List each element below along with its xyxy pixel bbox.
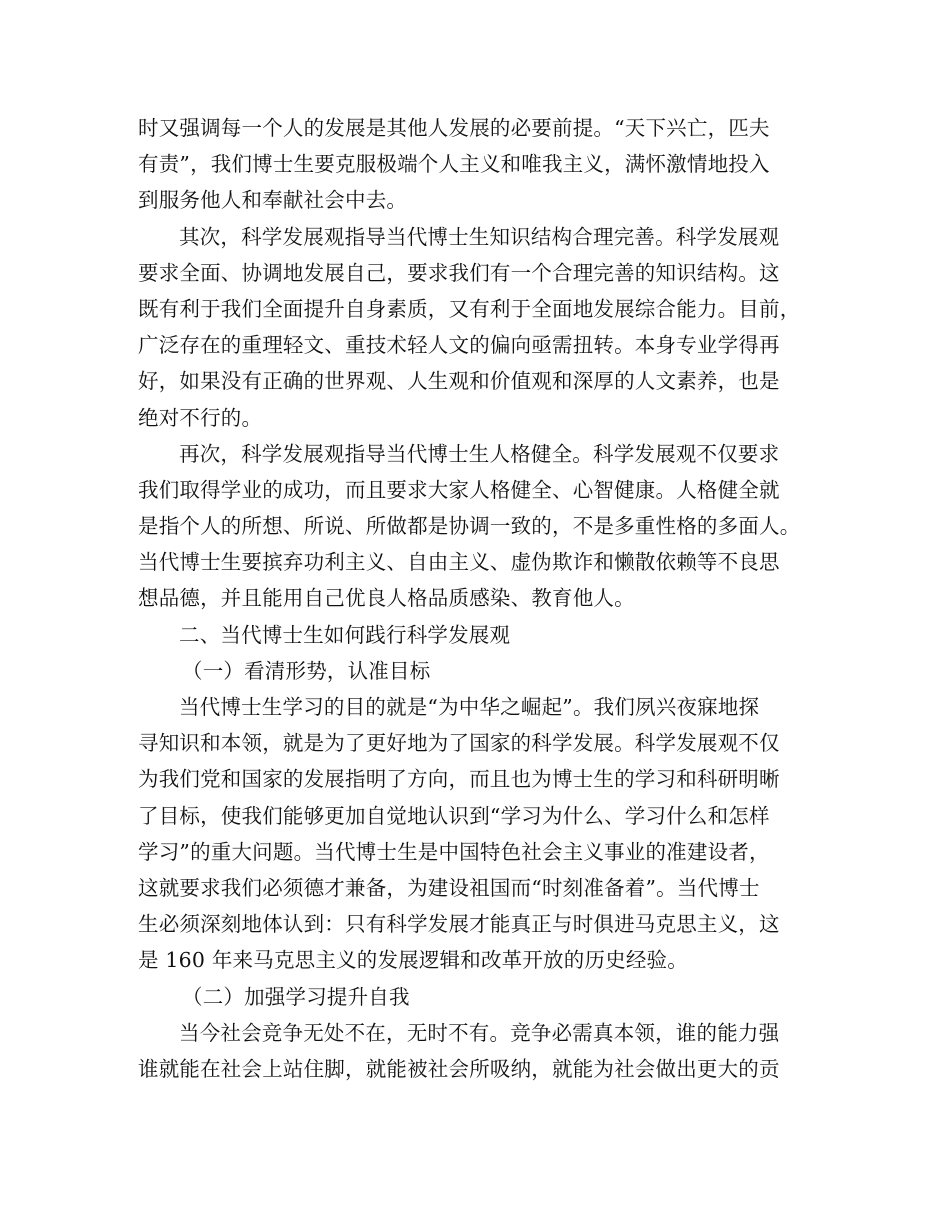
text-line: 其次，科学发展观指导当代博士生知识结构合理完善。科学发展观	[179, 224, 780, 249]
text-line: 到服务他人和奉献社会中去。	[138, 188, 408, 213]
text-line: 谁就能在社会上站住脚，就能被社会所吸纳，就能为社会做出更大的贡	[138, 1056, 780, 1081]
paragraph-competition	[138, 1015, 838, 1087]
section-heading	[138, 617, 838, 653]
text-line: 生必须深刻地体认到：只有科学发展才能真正与时俱进马克思主义，这	[138, 912, 780, 937]
paragraph-goals	[138, 689, 838, 979]
text-line: 好，如果没有正确的世界观、人生观和价值观和深厚的人文素养，也是	[138, 369, 780, 394]
text-line: 当今社会竞争无处不在，无时不有。竞争必需真本领，谁的能力强	[179, 1020, 780, 1045]
text-line: 学习”的重大问题。当代博士生是中国特色社会主义事业的准建设者，	[138, 839, 770, 864]
text-line: 绝对不行的。	[138, 405, 263, 430]
text-line: 当代博士生学习的目的就是“为中华之崛起”。我们夙兴夜寐地探	[179, 695, 760, 719]
section-heading-text: 二、当代博士生如何践行科学发展观	[179, 622, 511, 647]
text-line: 是 160 年来马克思主义的发展逻辑和改革开放的历史经验。	[138, 948, 688, 973]
paragraph-knowledge-structure	[138, 219, 838, 436]
text-line: 有责”，我们博士生要克服极端个人主义和唯我主义，满怀激情地投入	[138, 152, 770, 177]
subheading-1	[138, 653, 838, 689]
text-line: 寻知识和本领，就是为了更好地为了国家的科学发展。科学发展观不仅	[138, 731, 780, 756]
text-line: 为我们党和国家的发展指明了方向，而且也为博士生的学习和科研明晰	[138, 767, 780, 792]
text-line: 想品德，并且能用自己优良人格品质感染、教育他人。	[138, 586, 635, 611]
subheading-text: （二）加强学习提升自我	[182, 984, 410, 1009]
text-line: 当代博士生要摈弃功利主义、自由主义、虚伪欺诈和懒散依赖等不良思	[138, 550, 780, 575]
subheading-2	[138, 979, 838, 1015]
text-line: 了目标，使我们能够更加自觉地认识到“学习为什么、学习什么和怎样	[138, 803, 770, 828]
text-line: 既有利于我们全面提升自身素质，又有利于全面地发展综合能力。目前，	[138, 296, 801, 321]
text-line: 这就要求我们必须德才兼备，为建设祖国而“时刻准备着”。当代博士	[138, 875, 760, 900]
text-line: 是指个人的所想、所说、所做都是协调一致的，不是多重性格的多面人。	[138, 514, 801, 539]
paragraph-continuation	[138, 110, 838, 219]
document-body	[138, 110, 838, 1087]
text-line: 我们取得学业的成功，而且要求大家人格健全、心智健康。人格健全就	[138, 477, 780, 502]
subheading-text: （一）看清形势，认准目标	[182, 658, 431, 683]
text-line: 广泛存在的重理轻文、重技术轻人文的偏向亟需扭转。本身专业学得再	[138, 333, 780, 358]
text-line: 时又强调每一个人的发展是其他人发展的必要前提。“天下兴亡，匹夫	[138, 116, 770, 140]
paragraph-personality	[138, 436, 838, 617]
text-line: 要求全面、协调地发展自己，要求我们有一个合理完善的知识结构。这	[138, 260, 780, 285]
text-line: 再次，科学发展观指导当代博士生人格健全。科学发展观不仅要求	[179, 441, 780, 466]
